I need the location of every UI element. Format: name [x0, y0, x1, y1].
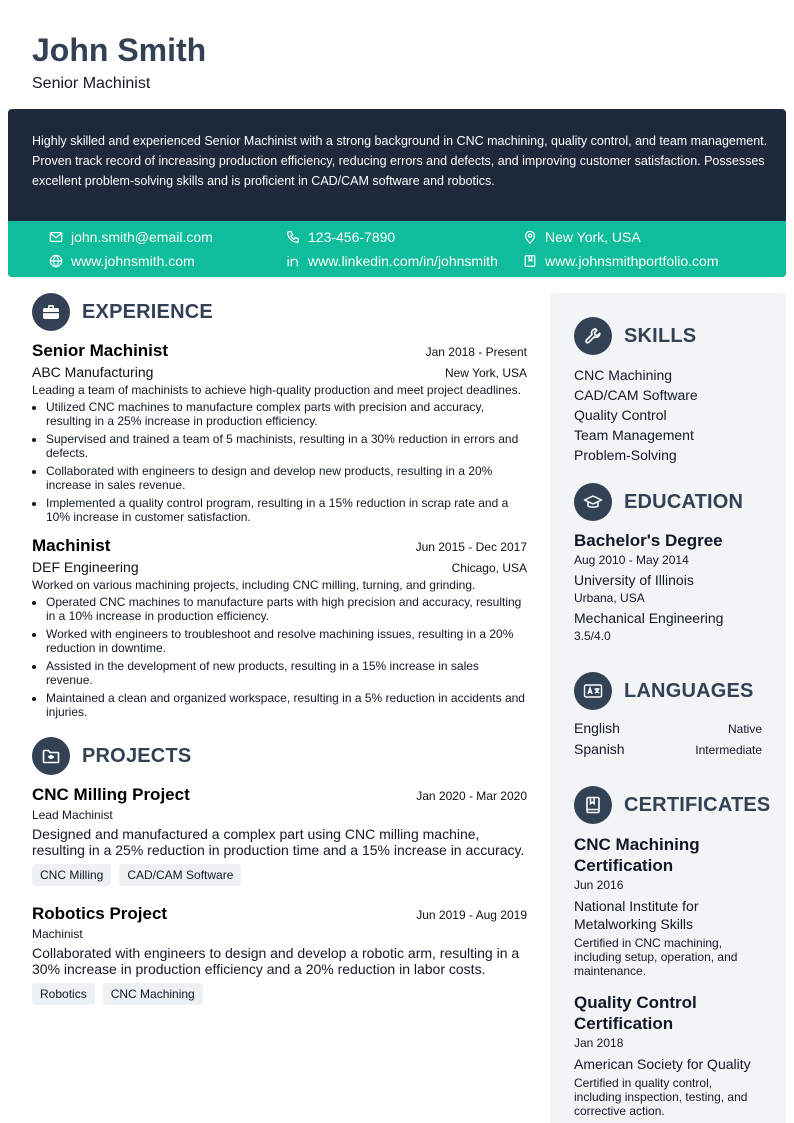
- certificate-date: Jan 2018: [574, 1036, 624, 1050]
- contact-phone[interactable]: [286, 229, 395, 245]
- contact-location: [523, 229, 641, 245]
- job-entry: [32, 536, 527, 719]
- project-description: Designed and manufactured a complex part using CNC milling machine, resulting in a 25% reduction in production time and a 15% increase in accuracy.: [32, 826, 525, 858]
- job-company: DEF Engineering: [32, 559, 139, 575]
- skill-item: Team Management: [574, 427, 694, 443]
- bullet-item: • Supervised and trained a team of 5 machinists, resulting in a 30% reduction in errors and defects.: [46, 432, 527, 460]
- bullet-item: • Collaborated with engineers to design and develop new products, resulting in a 20% increase in sales revenue.: [46, 464, 527, 492]
- project-date: Jan 2020 - Mar 2020: [416, 789, 527, 803]
- translate-icon: [574, 672, 612, 710]
- certificate-title: Quality Control Certification: [574, 993, 697, 1033]
- resume-header: [32, 30, 206, 94]
- job-location: Chicago, USA: [451, 561, 527, 575]
- bullet-item: • Implemented a quality control program, resulting in a 15% reduction in scrap rate and a 10% increase in customer satisfaction.: [46, 496, 527, 524]
- certificate-entry: [574, 992, 762, 1118]
- edu-location: Urbana, USA: [574, 591, 645, 605]
- contact-email[interactable]: [49, 229, 213, 245]
- mail-icon: [49, 230, 63, 244]
- job-date: Jan 2018 - Present: [425, 345, 527, 359]
- skills-title: SKILLS: [624, 324, 697, 347]
- main-column: [32, 293, 527, 1005]
- job-date: Jun 2015 - Dec 2017: [415, 540, 527, 554]
- folder-icon: [32, 737, 70, 775]
- tag: Robotics: [32, 983, 95, 1005]
- certificate-date: Jun 2016: [574, 878, 624, 892]
- person-title: Senior Machinist: [32, 75, 151, 92]
- contact-website[interactable]: [49, 253, 195, 269]
- edu-field: Mechanical Engineering: [574, 610, 724, 626]
- portfolio-text: www.johnsmithportfolio.com: [545, 253, 719, 269]
- project-description: Collaborated with engineers to design and develop a robotic arm, resulting in a 30% increase in production efficiency and a 20% reduction in labor costs.: [32, 945, 520, 977]
- phone-text: 123-456-7890: [308, 229, 396, 245]
- job-description: Leading a team of machinists to achieve high-quality production and meet project deadlines.: [32, 383, 521, 397]
- linkedin-text: www.linkedin.com/in/johnsmith: [308, 253, 498, 269]
- contact-portfolio[interactable]: [523, 253, 719, 269]
- certificate-book-icon: [574, 786, 612, 824]
- skills-section: [574, 317, 762, 465]
- job-title: Senior Machinist: [32, 341, 169, 360]
- briefcase-icon: [32, 293, 70, 331]
- summary-panel: [8, 109, 786, 277]
- bullet-item: • Worked with engineers to troubleshoot and resolve machining issues, resulting in a 20% reduction in downtime.: [46, 627, 527, 655]
- language-name: Spanish: [574, 741, 625, 757]
- edu-degree: Bachelor's Degree: [574, 531, 723, 550]
- location-pin-icon: [523, 230, 537, 244]
- certificate-description: Certified in quality control, including inspection, testing, and corrective action.: [574, 1076, 748, 1118]
- skills-header: [574, 317, 762, 355]
- skill-item: CAD/CAM Software: [574, 387, 698, 403]
- project-role: Lead Machinist: [32, 808, 113, 822]
- bullet-item: • Utilized CNC machines to manufacture complex parts with precision and accuracy, resulting in a 25% increase in production efficiency.: [46, 400, 527, 428]
- contact-bar: [8, 221, 786, 277]
- phone-icon: [286, 230, 300, 244]
- project-title: CNC Milling Project: [32, 785, 190, 804]
- skill-item: CNC Machining: [574, 367, 673, 383]
- languages-header: [574, 672, 762, 710]
- certificate-description: Certified in CNC machining, including setup, operation, and maintenance.: [574, 936, 738, 978]
- project-entry: [32, 904, 527, 1005]
- bookmark-icon: [523, 254, 537, 268]
- job-description: Worked on various machining projects, including CNC milling, turning, and grinding.: [32, 578, 476, 592]
- job-title: Machinist: [32, 536, 111, 555]
- languages-section: [574, 672, 762, 760]
- projects-header: [32, 737, 527, 775]
- certificates-section: [574, 786, 771, 1118]
- language-name: English: [574, 720, 620, 736]
- contact-linkedin[interactable]: [286, 253, 498, 269]
- project-role: Machinist: [32, 927, 83, 941]
- projects-title: PROJECTS: [82, 744, 192, 767]
- project-date: Jun 2019 - Aug 2019: [416, 908, 527, 922]
- certificate-issuer: American Society for Quality: [574, 1056, 751, 1072]
- summary-text: Highly skilled and experienced Senior Machinist with a strong background in CNC machining, quality control, and team management. Proven track record of increasing production efficiency, reducing errors and defects, and improving customer satisfaction. Possesses excellent problem-solving skills and is proficient in CAD/CAM software and robotics.: [32, 134, 768, 188]
- website-text: www.johnsmith.com: [71, 253, 195, 269]
- edu-school: University of Illinois: [574, 572, 694, 588]
- job-bullets: [32, 400, 527, 524]
- bullet-item: • Assisted in the development of new products, resulting in a 15% increase in sales revenue.: [46, 659, 527, 687]
- edu-date: Aug 2010 - May 2014: [574, 553, 689, 567]
- project-entry: [32, 785, 527, 886]
- language-item: [574, 718, 762, 739]
- globe-icon: [49, 254, 63, 268]
- skill-item: Quality Control: [574, 407, 667, 423]
- email-text: john.smith@email.com: [71, 229, 213, 245]
- job-bullets: [32, 595, 527, 719]
- graduation-cap-icon: [574, 483, 612, 521]
- skills-list: [574, 365, 762, 465]
- certificate-issuer: National Institute for Metalworking Skills: [574, 898, 699, 932]
- certificate-title: CNC Machining Certification: [574, 835, 700, 875]
- languages-title: LANGUAGES: [624, 679, 754, 702]
- wrench-icon: [574, 317, 612, 355]
- education-section: [574, 483, 762, 644]
- tag: CAD/CAM Software: [119, 864, 241, 886]
- certificate-entry: [574, 834, 762, 978]
- person-name: John Smith: [32, 32, 207, 68]
- education-title: EDUCATION: [624, 490, 744, 513]
- linkedin-icon: [286, 254, 300, 268]
- language-level: Native: [727, 722, 762, 736]
- education-header: [574, 483, 762, 521]
- certificates-header: [574, 786, 771, 824]
- skill-item: Problem-Solving: [574, 447, 677, 463]
- language-level: Intermediate: [695, 743, 762, 757]
- language-item: [574, 739, 762, 760]
- languages-list: [574, 718, 762, 760]
- project-tags: [32, 983, 527, 1005]
- job-company: ABC Manufacturing: [32, 364, 154, 380]
- location-text: New York, USA: [545, 229, 641, 245]
- certificates-title: CERTIFICATES: [624, 793, 771, 816]
- edu-gpa: 3.5/4.0: [574, 629, 611, 643]
- bullet-item: • Operated CNC machines to manufacture parts with high precision and accuracy, resulting in a 10% increase in production efficiency.: [46, 595, 527, 623]
- experience-header: [32, 293, 527, 331]
- project-tags: [32, 864, 527, 886]
- project-title: Robotics Project: [32, 904, 168, 923]
- experience-title: EXPERIENCE: [82, 300, 213, 323]
- sidebar: [550, 293, 786, 1123]
- tag: CNC Machining: [103, 983, 203, 1005]
- job-entry: [32, 341, 527, 524]
- job-location: New York, USA: [444, 366, 527, 380]
- bullet-item: • Maintained a clean and organized workspace, resulting in a 5% reduction in accidents and injuries.: [46, 691, 527, 719]
- tag: CNC Milling: [32, 864, 111, 886]
